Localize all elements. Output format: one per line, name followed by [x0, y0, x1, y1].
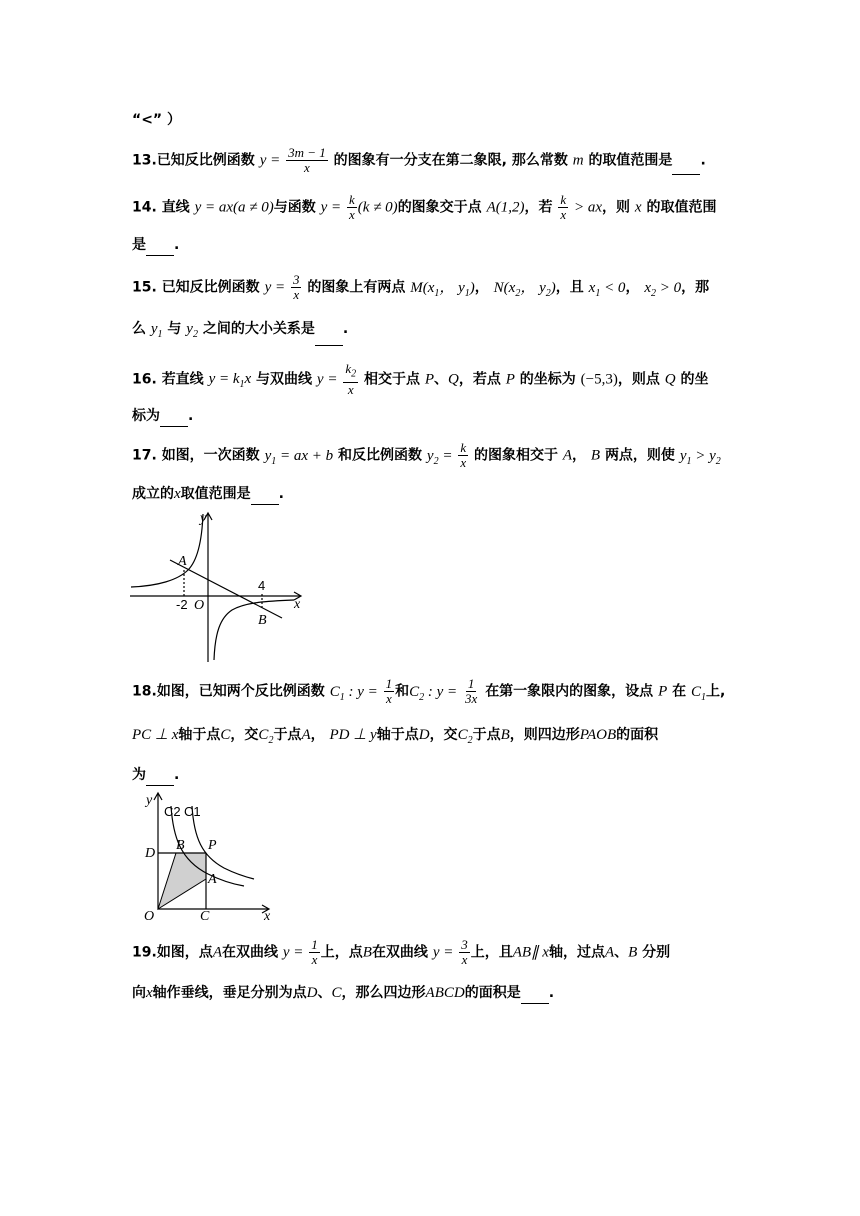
question-text: 之间的大小关系是 [202, 321, 315, 337]
question-16-cont [132, 405, 193, 427]
curve-C2: $C_2$ : y = [409, 683, 458, 703]
question-text: 相交于点 [363, 371, 420, 388]
math-var: Q [448, 371, 459, 388]
period: . [548, 985, 555, 1001]
question-18-cont [132, 764, 179, 786]
question-text: ，那么四边形 [341, 985, 426, 1001]
math-expr: ， y [439, 279, 465, 296]
question-text: 是 [132, 237, 146, 253]
math-var: y [264, 447, 272, 464]
question-text: 轴，过点 [548, 944, 605, 961]
point-B-label: B [176, 838, 185, 853]
question-text: 的图象上有两点 [307, 279, 406, 296]
fraction-numerator: 1 [311, 937, 318, 952]
math-var: y [426, 447, 434, 464]
y-axis-label: y [146, 793, 153, 808]
point-A-label: A [208, 872, 217, 887]
origin-label: O [194, 598, 205, 613]
period: . [342, 321, 349, 337]
question-14-cont [132, 234, 179, 256]
tick-label-neg2: -2 [176, 597, 188, 612]
question-text: 成立的 [132, 486, 174, 502]
question-text: 的面积 [616, 727, 659, 743]
x-axis-label: x [294, 597, 301, 612]
question-16 [132, 362, 708, 397]
question-text: 为 [132, 767, 146, 783]
math-expr: A(1,2) [486, 199, 525, 216]
answer-blank [251, 490, 279, 505]
question-text: 如图，点 [156, 944, 213, 961]
question-text: 与双曲线 [256, 371, 313, 388]
period: . [278, 486, 284, 502]
question-number: 19. [132, 944, 157, 961]
math-var: x [146, 985, 153, 1001]
math-expr: M(x [410, 279, 435, 296]
question-text: 如图，一次函数 [161, 447, 260, 464]
question-text: 分别 [642, 944, 671, 961]
curve-C1: $C_1$ : y = [329, 683, 378, 703]
math-var: y [679, 447, 687, 464]
question-text: 、 [434, 371, 449, 388]
math-expr: y = [282, 944, 304, 961]
fraction-denominator: x [460, 455, 467, 470]
point-M: $M(x_1$， $y_1$) [410, 279, 475, 299]
fraction [459, 938, 470, 967]
question-text: 标为 [132, 408, 160, 424]
question-text: ， [572, 447, 587, 464]
math-expr: : y = [344, 683, 378, 700]
question-text: ， [625, 279, 640, 296]
fraction-denominator: x [347, 381, 354, 397]
origin-label: O [144, 909, 155, 924]
answer-blank [146, 241, 174, 256]
curve-C2-label: C2 [164, 804, 181, 819]
question-text: 轴于点 [376, 727, 419, 743]
math-expr: AB∥ x [512, 944, 549, 961]
point-P-label: P [208, 838, 217, 853]
fraction-denominator: x [560, 207, 567, 222]
question-18 [132, 677, 725, 709]
question-13 [132, 146, 706, 175]
math-expr: ) [550, 279, 556, 296]
math-expr: = ax + b [276, 447, 334, 464]
question-text: 于点 [472, 727, 501, 743]
question-text: 的图象有一分支在第二象限, 那么常数 [333, 152, 568, 169]
math-var: C [329, 683, 340, 700]
question-text: 的面积是 [464, 985, 521, 1001]
math-var: D [306, 985, 318, 1001]
math-var: P [505, 371, 515, 388]
fraction-denominator: x [385, 691, 392, 706]
question-text: ，若点 [458, 371, 501, 388]
math-expr: = [438, 447, 453, 464]
curve-C2-ref: $C_2$ [457, 727, 473, 746]
math-expr: PC ⊥ x [132, 727, 179, 743]
period: . [174, 237, 180, 253]
fraction-denominator: x [311, 952, 318, 967]
period: . [700, 152, 706, 169]
question-text: 上, [706, 683, 726, 700]
answer-blank [315, 331, 343, 346]
math-var: A [301, 727, 311, 743]
answer-blank [146, 771, 174, 786]
math-var: m [572, 152, 584, 169]
fraction-denominator: x [293, 287, 300, 302]
question-text: 两点，则使 [604, 447, 675, 464]
fraction [291, 273, 302, 302]
math-var: A [562, 447, 573, 464]
fraction-numerator: $k_2$ [343, 362, 358, 383]
math-var: C [331, 985, 342, 1001]
math-expr: (k ≠ 0) [357, 199, 398, 216]
math-expr: (−5,3) [580, 371, 618, 388]
inverse-expr: $y_2$ = [426, 447, 453, 467]
answer-blank [672, 160, 700, 175]
figure-18 [128, 786, 288, 926]
math-var: A [604, 944, 615, 961]
math-expr: y = [259, 152, 281, 169]
y-axis-label: y [200, 511, 207, 526]
question-text: 在双曲线 [371, 944, 428, 961]
math-expr: : y = [424, 683, 458, 700]
tick-label-4: 4 [258, 578, 266, 593]
math-var: x [634, 199, 642, 216]
math-var: P [658, 683, 668, 700]
question-text: 的坐标为 [519, 371, 576, 388]
period: . [188, 408, 194, 424]
math-expr: y = [316, 371, 338, 388]
fraction-numerator: 3m − 1 [288, 145, 326, 160]
math-var: y [186, 321, 193, 337]
question-text: 在双曲线 [221, 944, 278, 961]
answer-blank [521, 989, 549, 1004]
math-var: B [362, 944, 372, 961]
question-text: 已知反比例函数 [161, 279, 260, 296]
hyperbola-branch-upper [131, 514, 203, 587]
hyperbola-branch-lower [214, 600, 294, 660]
math-var: k [345, 361, 352, 376]
math-var: A [212, 944, 222, 961]
question-text: 与函数 [273, 199, 316, 216]
math-var: B [628, 944, 638, 961]
question-text: 的坐 [680, 371, 709, 388]
point-C-label: C [200, 909, 210, 924]
fraction [558, 193, 568, 222]
question-text: 、 [317, 985, 332, 1001]
fraction-numerator: 1 [467, 676, 475, 691]
math-expr: < 0 [600, 279, 626, 296]
fraction [384, 677, 395, 706]
question-number: 18. [132, 683, 157, 700]
fraction-numerator: k [349, 192, 355, 207]
y1-var: $y_1$ [150, 321, 163, 340]
fraction [463, 677, 479, 706]
question-text: 、 [614, 944, 629, 961]
fraction [458, 441, 468, 470]
fraction-numerator: 3 [461, 937, 468, 952]
math-var: Q [664, 371, 676, 388]
fraction-denominator: x [461, 952, 468, 967]
fraction-denominator: x [349, 207, 355, 222]
math-var: y [150, 321, 158, 337]
continuation-fragment [132, 109, 181, 131]
question-text: 的图象相交于 [473, 447, 558, 464]
curve-C1-label: C1 [184, 804, 201, 819]
math-expr: > ax [574, 199, 603, 216]
math-expr: y = ax(a ≠ 0) [194, 199, 274, 216]
math-var: PAOB [579, 727, 617, 743]
math-var: P [424, 371, 435, 388]
point-D-label: D [145, 846, 156, 861]
fraction [309, 938, 320, 967]
point-N: $N(x_2$， $y_2$) [493, 279, 556, 299]
curve-C1-ref: $C_1$ [690, 683, 706, 703]
answer-blank [160, 412, 188, 427]
question-text: 么 [132, 321, 146, 337]
fraction-denominator: x [304, 160, 310, 175]
question-text: ，且 [555, 279, 584, 296]
question-text: ，若 [524, 199, 553, 216]
math-expr: ) [469, 279, 475, 296]
question-number: 14. [132, 199, 157, 216]
fragment-text: “<” ） [132, 112, 182, 128]
question-14 [132, 193, 716, 222]
question-text: 和 [395, 683, 410, 700]
math-var: B [500, 727, 510, 743]
fraction [343, 362, 358, 397]
question-15 [132, 273, 709, 305]
curve-C2-ref: $C_2$ [258, 727, 274, 746]
fraction [347, 193, 357, 222]
shaded-quadrilateral-PAOB [158, 853, 206, 909]
question-text: 轴于点 [178, 727, 221, 743]
math-expr: ， y [520, 279, 546, 296]
math-var: C [457, 727, 468, 743]
question-text: ，那 [681, 279, 710, 296]
question-text: 的取值范围是 [588, 152, 673, 169]
fraction-numerator: k [560, 192, 567, 207]
question-text: 如图，已知两个反比例函数 [156, 683, 325, 700]
fraction-denominator: 3x [465, 691, 478, 706]
question-text: 取值范围是 [180, 486, 251, 502]
question-19 [132, 938, 670, 967]
question-17 [132, 441, 721, 473]
linear-expr: $y_1$ = ax + b [264, 447, 334, 467]
point-B-label: B [258, 613, 267, 628]
question-18-line2 [132, 724, 658, 752]
condition-2: $x_2 > 0$ [644, 279, 682, 299]
question-text: 上，点 [320, 944, 363, 961]
inequality: $y_1 > y_2$ [679, 447, 721, 467]
question-text: ，交 [230, 727, 259, 743]
math-expr: > y [691, 447, 716, 464]
math-var: x [174, 486, 181, 502]
question-text: ， [474, 279, 489, 296]
question-text: 向 [132, 985, 146, 1001]
math-var: C [690, 683, 701, 700]
question-text: ，则 [602, 199, 631, 216]
question-text: 上，且 [470, 944, 513, 961]
question-number: 13. [132, 152, 157, 169]
fraction-numerator: 3 [292, 272, 300, 287]
question-text: 的取值范围 [646, 199, 717, 216]
question-text: 在第一象限内的图象，设点 [485, 683, 654, 700]
question-text: 若直线 [161, 371, 204, 388]
question-text: ，则四边形 [509, 727, 580, 743]
fraction [286, 146, 328, 175]
math-expr: > 0 [655, 279, 682, 296]
question-text: 直线 [161, 199, 190, 216]
question-text: 已知反比例函数 [156, 152, 255, 169]
math-var: C [409, 683, 420, 700]
math-expr: y = [432, 944, 454, 961]
fraction-numerator: k [460, 440, 467, 455]
period: . [174, 767, 180, 783]
line-expr: $y = k_1x$ [208, 371, 252, 391]
math-expr: y = [264, 279, 286, 296]
fraction-numerator: 1 [385, 676, 393, 691]
question-17-cont [132, 483, 284, 505]
question-15-cont [132, 318, 348, 346]
math-var: x [244, 371, 252, 388]
question-number: 15. [132, 279, 157, 296]
question-text: 在 [672, 683, 687, 700]
question-text: 和反比例函数 [338, 447, 423, 464]
question-text: 的图象交于点 [397, 199, 482, 216]
question-number: 16. [132, 371, 157, 388]
question-text: ，则点 [617, 371, 660, 388]
math-var: D [418, 727, 430, 743]
math-var: B [590, 447, 601, 464]
math-var: x [644, 279, 651, 296]
question-text: ，交 [429, 727, 458, 743]
question-text: 与 [167, 321, 182, 337]
question-19-cont [132, 982, 554, 1004]
question-text: 于点 [273, 727, 302, 743]
math-var: C [258, 727, 269, 743]
question-number: 17. [132, 447, 157, 464]
x-axis-label: x [264, 909, 271, 924]
math-var: ABCD [425, 985, 465, 1001]
point-A-label: A [178, 554, 187, 569]
condition-1: $x_1 < 0$ [588, 279, 626, 299]
question-text: 轴作垂线，垂足分别为点 [152, 985, 307, 1001]
math-var: x [588, 279, 596, 296]
math-expr: y = k [208, 371, 240, 388]
question-text: ， [310, 727, 325, 743]
math-expr: N(x [493, 279, 516, 296]
math-expr: PD ⊥ y [329, 727, 377, 743]
y2-var: $y_2$ [186, 321, 198, 340]
math-var: C [220, 727, 231, 743]
figure-17 [128, 508, 310, 664]
math-expr: y = [320, 199, 342, 216]
